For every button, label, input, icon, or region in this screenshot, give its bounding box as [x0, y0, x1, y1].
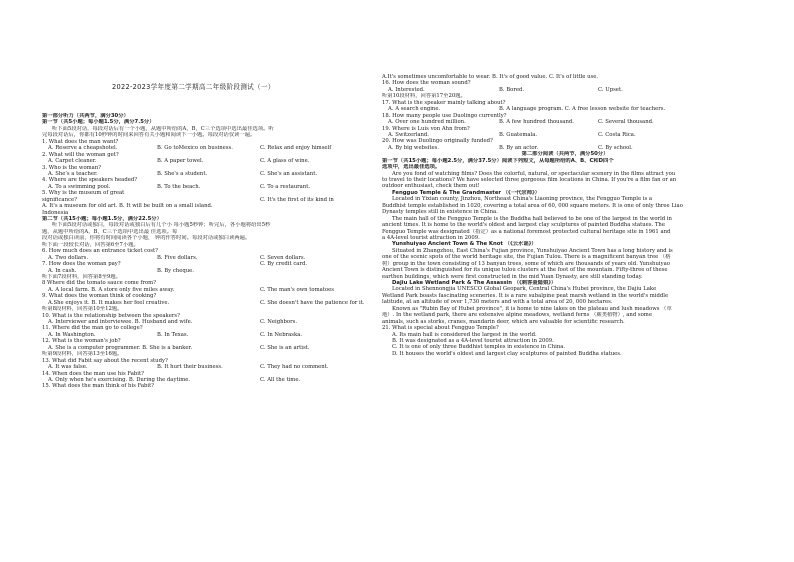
answer-option: A. Carpet cleaner.	[48, 158, 97, 165]
text-line: 7. How does the woman pay?	[42, 261, 121, 268]
text-line: 树）group in the town consisting of 13 banyan trees, some of which are thousands of years old. Yunshuiyao	[382, 260, 670, 267]
answer-option: B. A paper towel.	[157, 158, 204, 165]
answer-option: B. She's a student.	[157, 170, 208, 177]
answer-option: A. A local farm. B. A store only five miles away.	[48, 286, 175, 293]
answer-option: A. By big websites.	[388, 144, 440, 151]
text-line: 21. What is special about Fengguo Temple?	[382, 325, 499, 332]
answer-option: C. She doesn't have the patience for it.	[260, 299, 365, 306]
text-line: D. It houses the world's oldest and largest clay sculptures of painted Buddha statues.	[392, 350, 622, 357]
answer-option: B. By cheque.	[157, 267, 194, 274]
section-heading: 第一节（共5小题；每小题1.5分，满分7.5分）	[42, 119, 155, 126]
text-line: Fengguo Temple was designated（指定）as a national foremost protected cultural heritage site in 1961 and	[382, 228, 671, 235]
left-column	[42, 113, 375, 390]
answer-option: C. Relax and enjoy himself	[260, 145, 332, 152]
answer-option: A. She's a teacher.	[48, 170, 98, 177]
answer-option: C. Upset.	[598, 86, 623, 93]
text-line: animals, such as storks, cranes, mandarin deer, which are valuable for scientific research.	[382, 318, 625, 325]
text-line: Are you fond of watching films? Does the colorful, natural, or spectacular scenery in the films attract you	[392, 170, 676, 177]
answer-option: B. Bored.	[499, 86, 525, 93]
text-line: 15. What does the man think of his Fabit?	[42, 383, 155, 390]
text-line: 10. What is the relationship between the speakers?	[42, 312, 180, 319]
text-line: a 4A-level tourist attraction in 2009.	[382, 234, 480, 241]
section-heading: Dajiu Lake Wetland Park & The Assassin （《刺客聂隐娘》）	[392, 280, 557, 286]
answer-option: C. Costa Rica.	[598, 131, 636, 138]
answer-option: A. To a swimming pool.	[48, 183, 111, 190]
answer-option: B. A language program. C. A free lesson website for teachers.	[499, 106, 666, 113]
text-line: Buddhist temple established in 1020, covering a total area of 60, 000 square meters. It is one of only three Liao	[382, 202, 683, 209]
answer-option: C. By credit card.	[260, 261, 308, 268]
text-line: Wetland Park boasts fascinating sceneries. It is a rare subalpine peat marsh wetland in the world's middle	[382, 292, 669, 299]
text-line: The main hall of the Fengguo Temple is the Buddha hall believed to be one of the largest in the world in	[392, 215, 672, 222]
text-line: earthen buildings, which were first constructed in the mid Yuan Dynasty, are still standing today.	[382, 273, 643, 280]
right-line	[382, 351, 748, 357]
text-line: 听第9段材料，回答第13至16题。	[42, 351, 123, 358]
answer-option: B. Five dollars.	[157, 254, 198, 261]
answer-option: A. Two dollars.	[48, 254, 89, 261]
text-line: 17. What is the speaker mainly talking about?	[382, 99, 506, 106]
text-line: 听第10段材料，回答第17至20题。	[382, 93, 466, 100]
section-heading: 第一部分听力（共两节，满分30分）	[42, 113, 129, 119]
text-line: 12. What is the woman's job?	[42, 338, 121, 345]
text-line: Indonesia	[42, 209, 69, 216]
text-line: Dynasty temples still in existence in China.	[382, 209, 498, 216]
text-line: 3. Who is the woman?	[42, 164, 102, 171]
text-line: Located in Shennongjia UNESCO Global Geopark, Central China's Hubei province, the Dajiu Lake	[392, 286, 657, 293]
text-line: 题，从题中所给的A，B，C三个选项中选出最 佳选项。每	[42, 228, 178, 235]
answer-option: B. Guatemala.	[499, 131, 538, 138]
answer-option: A. Over one hundred million.	[388, 119, 466, 126]
text-line: A. It's a museum for old art. B. It will be built on a small island.	[42, 203, 213, 210]
answer-option: C. By school.	[598, 144, 633, 151]
answer-option: A.She enjoys it. B. It makes her feel creative.	[48, 299, 170, 306]
text-line: Located in Yixian county, Jinzhou, Northeast China's Liaoning province, the Fengguo Temple is a	[392, 196, 653, 203]
answer-option: C. They had no comment.	[260, 364, 329, 371]
section-heading: 第二节（共15小题；每小题1.5分，满分22.5分）	[42, 216, 162, 222]
text-line: 1. What does the man want?	[42, 138, 119, 145]
left-line	[42, 383, 375, 389]
text-line: A. Its main hall is considered the largest in the world.	[392, 331, 537, 338]
text-line: 16. How does the woman sound?	[382, 80, 471, 87]
answer-option: A. Only when he's exercising. B. During the daytime.	[48, 376, 191, 383]
answer-option: B. In Texas.	[157, 331, 189, 338]
answer-option: B. Go toMexico on business.	[157, 145, 233, 152]
answer-option: C. The man's own tomatoes	[260, 286, 334, 293]
answer-option: C. Several thousand.	[598, 119, 654, 126]
text-line: one of the scenic spots of the world heritage site, the Fujian Tulou. There is a magnificent banyan tree （榕	[382, 254, 671, 261]
answer-option: C. All the time.	[260, 376, 301, 383]
text-line: 14. When does the man use his Fabit?	[42, 370, 144, 377]
text-line: 听第8段材料，回答第10至12题。	[42, 306, 123, 313]
text-line: 18. How many people use Duolingo currently?	[382, 112, 507, 119]
text-line: latitude, at an altitude of over 1,730 meters and with a total area of 20, 000 hectares.	[382, 299, 613, 306]
answer-option: A. Reserve a cheapshotel.	[48, 145, 118, 152]
text-line: significance?	[42, 196, 77, 203]
answer-option: B. It hurt their business.	[157, 364, 223, 371]
answer-option: B. By an actor.	[499, 144, 539, 151]
text-line: 地）. In the wetland park, there are extensive alpine meadows, wetland ferns （蕨类植物）, and some	[382, 312, 652, 319]
answer-option: B. A few hundred thousand.	[499, 119, 574, 126]
text-line: 9. What does the woman think of cooking?	[42, 293, 157, 300]
text-line: 完每段对话后，你都有10秒钟的时间来回答有关小题和阅读下一小题。每段对话仅读一遍。	[42, 132, 256, 139]
text-line: 4. Where are the speakers headed?	[42, 177, 138, 184]
section-heading: Fengguo Temple & The Grandmaster （《一代宗师》）	[392, 189, 540, 196]
text-line: 13. What did Fabit say about the recent study?	[42, 357, 168, 364]
text-line: 听下面7段材料，回答第8至9题。	[42, 273, 121, 280]
answer-option: A. In cash.	[48, 267, 77, 274]
answer-option: C. Seven dollars.	[260, 254, 306, 261]
text-line: Situated in Zhangzhou, East China's Fujian province, Yunshuiyao Ancient Town has a long history and is	[392, 247, 673, 254]
text-line: outdoor enthusiast, check them out!	[382, 183, 480, 190]
text-line: B. It was designated as a 4A-level tourist attraction in 2009.	[392, 337, 554, 344]
answer-option: A. A search engine.	[388, 106, 441, 113]
text-line: 20. How was Duolingo originally funded?	[382, 138, 493, 145]
text-line: Ancient Town is distinguished for its unique tulou clusters at the foot of the mountain. Fifty-three of these	[382, 267, 668, 274]
text-line: 6. How much does an entrance ticket cost?	[42, 248, 158, 255]
text-line: 段对话或独白读前，你将有时间阅读各个小题， 钟的作答时间。每段对话或独白读两遍。	[42, 235, 251, 242]
text-line: 听下面一段较长对话，回答第6至7小题。	[42, 241, 139, 248]
answer-option: C. To a restaurant.	[260, 183, 311, 190]
text-line: Known as "Rubin Bay of Hubei province", it is home to nine lakes on the plateau and lush meadows （草	[392, 305, 672, 312]
answer-option: B. To the beach.	[157, 183, 201, 190]
text-line: to travel to their locations? We have selected three gorgeous film locations in China. If you're a film fan or an	[382, 177, 677, 183]
answer-option: C. In Nebraska.	[260, 331, 303, 338]
answer-option: A. She is a computer programmer. B. She is a banker.	[48, 344, 193, 351]
answer-option: A. It was false.	[48, 364, 88, 371]
text-line: 8 Where did the tomato sauce come from?	[42, 280, 157, 287]
text-line: 5. Why is the museum of great	[42, 190, 125, 197]
answer-option: C. It's the first of its kind in	[260, 196, 334, 203]
answer-option: A. In Washington.	[48, 331, 96, 338]
text-line: 听下面5段对话，每段对话后有一个小题，从题中所给的A，B，C三个选项中选出最佳选项。听	[52, 125, 274, 132]
answer-option: A. Switzerland.	[388, 131, 429, 138]
section-heading: 第二部分阅读（共两节，满分50分）	[521, 151, 609, 158]
section-heading: Yunshuiyao Ancient Town & The Knot （《云水谣》）	[392, 241, 537, 248]
section-heading: 选项中，选出最佳选项。	[382, 164, 441, 171]
text-line: 11. Where did the man go to college?	[42, 325, 143, 332]
text-line: ancient times. It is home to the world's oldest and largest clay sculptures of painted Buddha statues. The	[382, 222, 665, 229]
text-line: 2. What will the woman get?	[42, 151, 119, 158]
exam-title: 2022-2023学年度第二学期高二年级阶段测试（一）	[112, 83, 275, 91]
answer-option: C. She's an assistant.	[260, 170, 318, 177]
answer-option: C. She is an artist.	[260, 344, 310, 351]
text-line: 听下面5段对话或独白，每段对话或独白后有几个小 每小题5秒钟；听完后，各小题将给出5秒	[52, 222, 271, 229]
section-heading: 第一节（共15小题；每小题2.5分，满分37.5分）阅读下列短文，从每题所给的A、B、C和D四个	[382, 157, 614, 164]
text-line: 19. Where is Luis von Ahn from?	[382, 125, 470, 132]
answer-option: C. Neighbors.	[260, 319, 298, 325]
text-line: C. It is one of only three Buddhist temples in existence in China.	[392, 344, 566, 351]
answer-option: A. Interviewer and interviewee. B. Husband and wife.	[48, 319, 193, 325]
right-column	[382, 74, 748, 357]
answer-option: A. Interested.	[388, 86, 425, 93]
text-line: A.It's sometimes uncomfortable to wear. B. It's of good value. C. It's of little use.	[382, 74, 599, 80]
answer-option: C. A glass of wine.	[260, 158, 310, 165]
